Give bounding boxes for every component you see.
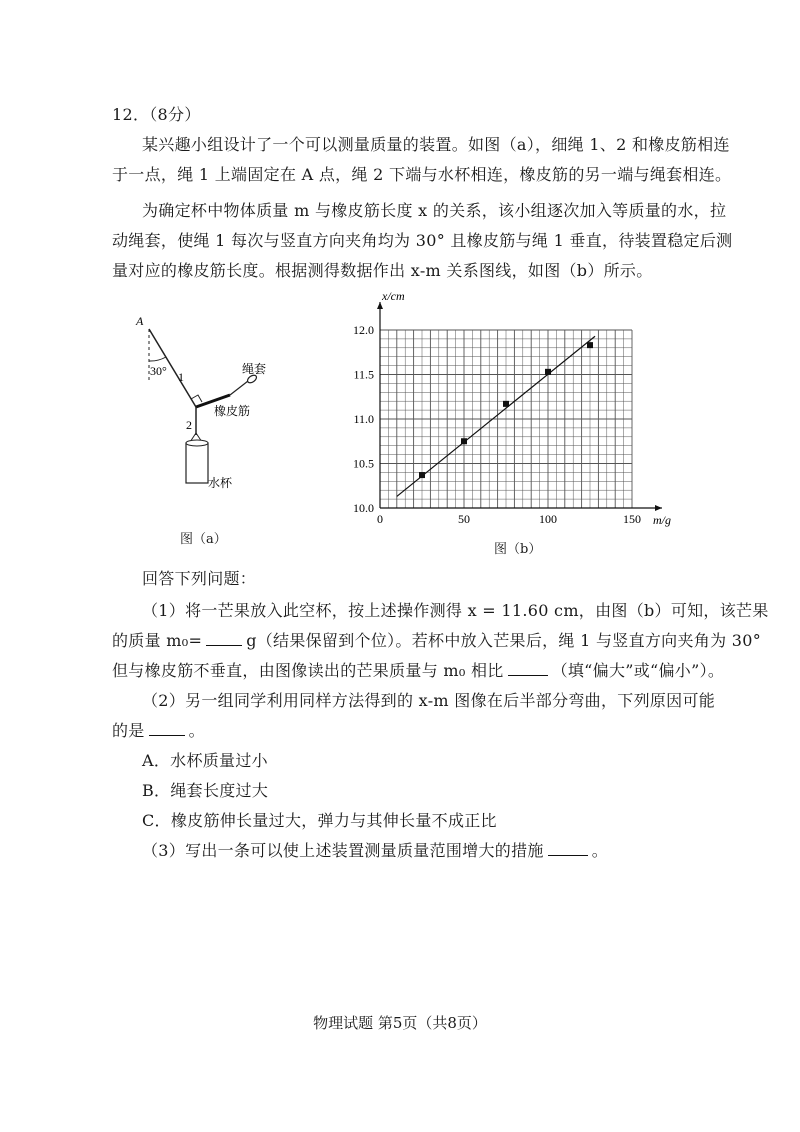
x-tick-label: 100 (539, 512, 557, 526)
figure-b-chart (330, 290, 690, 530)
q2-blank[interactable] (149, 721, 185, 736)
q3-end: 。 (591, 841, 608, 860)
x-tick-label: 150 (623, 512, 641, 526)
data-point (461, 438, 467, 444)
cup-label: 水杯 (208, 476, 233, 490)
q3-text: （3）写出一条可以使上述装置测量质量范围增大的措施 (142, 841, 544, 860)
option-c: C．橡皮筋伸长量过大，弹力与其伸长量不成正比 (142, 811, 497, 830)
rope-1-label: 1 (178, 370, 184, 384)
y-tick-label: 12.0 (353, 323, 374, 337)
y-tick-label: 10.5 (353, 456, 374, 471)
page-footer: 物理试题 第5页（共8页） (313, 1014, 487, 1032)
cup-rim (186, 440, 208, 446)
data-point (419, 472, 425, 478)
q1-compare-blank[interactable] (508, 661, 548, 676)
intro-line-1: 某兴趣小组设计了一个可以测量质量的装置。如图（a），细绳 1、2 和橡皮筋相连 (142, 135, 730, 154)
y-axis-label: x/cm (382, 290, 405, 303)
point-a-label: A (136, 314, 144, 328)
y-tick-label: 11.0 (353, 412, 374, 426)
q1-line-3 (112, 660, 724, 682)
method-line-2: 动绳套，使绳 1 每次与竖直方向夹角均为 30° 且橡皮筋与绳 1 垂直，待装置稳定后测 (112, 231, 733, 250)
q2-end: 。 (188, 721, 205, 740)
q3-blank[interactable] (548, 841, 588, 856)
angle-label: 30° (150, 364, 167, 378)
figure-a-apparatus (130, 305, 290, 525)
y-tick-label: 10.0 (353, 501, 374, 515)
q1-compare-hint: （填“偏大”或“偏小”）。 (551, 661, 725, 680)
q3-line (142, 840, 608, 862)
answer-prompt: 回答下列问题： (142, 569, 257, 588)
q2-line-1: （2）另一组同学利用同样方法得到的 x-m 图像在后半部分弯曲，下列原因可能 (142, 691, 716, 710)
angle-arc (149, 357, 166, 361)
loop-label: 绳套 (242, 362, 267, 376)
q1-mass-unit: g（结果保留到个位）。若杯中放入芒果后，绳 1 与竖直方向夹角为 30° (246, 631, 762, 650)
data-point (503, 401, 509, 407)
water-cup (186, 443, 208, 483)
y-tick-label: 11.5 (353, 367, 374, 382)
intro-line-2: 于一点，绳 1 上端固定在 A 点，绳 2 下端与水杯相连，橡皮筋的另一端与绳套相连。 (112, 165, 732, 184)
method-line-3: 量对应的橡皮筋长度。根据测得数据作出 x-m 关系图线，如图（b）所示。 (112, 261, 653, 280)
data-point (545, 369, 551, 375)
option-b: B．绳套长度过大 (142, 781, 269, 800)
q1-line-2 (112, 630, 761, 652)
x-axis-label: m/g (653, 513, 671, 527)
rope-2-label: 2 (186, 418, 192, 432)
x-tick-label: 50 (458, 512, 470, 526)
figure-b-caption: 图（b） (494, 542, 542, 557)
q1-compare-text: 但与橡皮筋不垂直，由图像读出的芒果质量与 m₀ 相比 (112, 661, 504, 680)
question-number: 12．（8分） (112, 105, 201, 124)
x-tick-label: 0 (377, 512, 383, 526)
q1-mass-blank[interactable] (206, 631, 242, 646)
figure-a-caption: 图（a） (180, 532, 227, 547)
y-axis-arrow (377, 302, 383, 309)
loop-rope (230, 381, 248, 395)
q2-label: 的是 (112, 721, 145, 740)
x-axis-arrow (655, 505, 662, 511)
method-line-1: 为确定杯中物体质量 m 与橡皮筋长度 x 的关系，该小组逐次加入等质量的水，拉 (142, 201, 727, 220)
band-label: 橡皮筋 (214, 404, 251, 418)
q1-line-1: （1）将一芒果放入此空杯，按上述操作测得 x = 11.60 cm，由图（b）可知，该芒果 (142, 601, 769, 620)
q1-mass-label: 的质量 m₀= (112, 631, 203, 650)
q2-line-2 (112, 720, 205, 742)
option-a: A．水杯质量过小 (142, 751, 268, 770)
data-point (587, 342, 593, 348)
